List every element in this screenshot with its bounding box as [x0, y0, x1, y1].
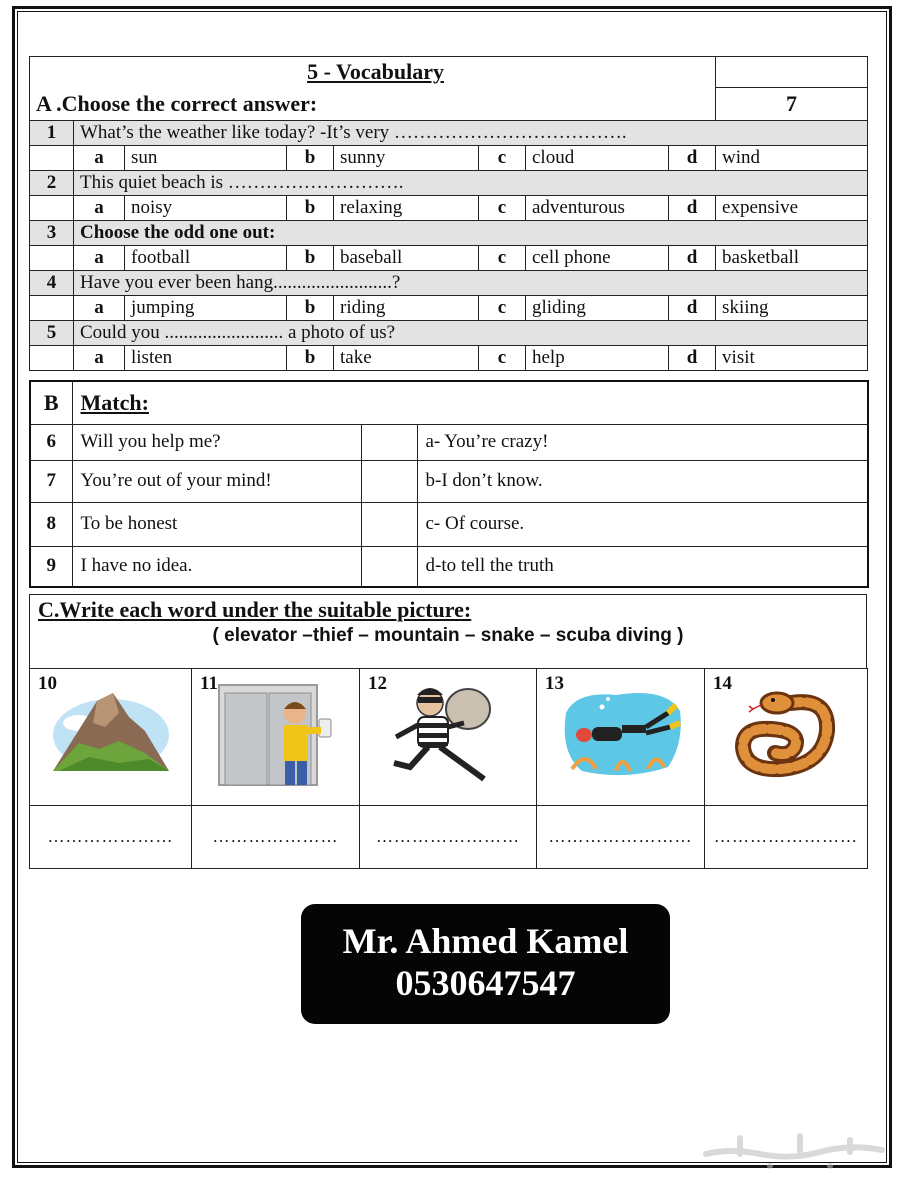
- match-answer-box: [361, 424, 417, 460]
- match-answer-box: [361, 502, 417, 546]
- question-number: 4: [30, 271, 74, 296]
- picture-number: 10: [38, 673, 57, 694]
- answer-blank[interactable]: …………………: [30, 806, 192, 869]
- option-letter: b: [287, 346, 334, 371]
- picture-number: 13: [545, 673, 564, 694]
- option-text: sunny: [334, 146, 479, 171]
- answer-blank[interactable]: ……………………: [705, 806, 868, 869]
- option-text: jumping: [125, 296, 287, 321]
- option-letter: a: [74, 246, 125, 271]
- option-letter: c: [479, 146, 526, 171]
- picture-cell: [192, 669, 360, 806]
- option-letter: c: [479, 296, 526, 321]
- option-text: riding: [334, 296, 479, 321]
- option-letter: b: [287, 296, 334, 321]
- score-box-top: [716, 57, 868, 88]
- answer-blank[interactable]: ……………………: [537, 806, 705, 869]
- word-bank: ( elevator –thief – mountain – snake – scuba diving ): [212, 625, 684, 646]
- question-text: Choose the odd one out:: [74, 221, 868, 246]
- blank-cell: [30, 246, 74, 271]
- option-text: noisy: [125, 196, 287, 221]
- answer-blank[interactable]: …………………: [192, 806, 360, 869]
- question-number: 1: [30, 121, 74, 146]
- question-text: What’s the weather like today? -It’s very ……………………………….: [74, 121, 868, 146]
- score-value: 7: [716, 88, 868, 121]
- question-number: 5: [30, 321, 74, 346]
- teacher-stamp: [301, 904, 670, 1024]
- option-text: adventurous: [526, 196, 669, 221]
- option-text: cell phone: [526, 246, 669, 271]
- option-text: cloud: [526, 146, 669, 171]
- scuba-diving-icon: [556, 683, 686, 779]
- blank-cell: [30, 296, 74, 321]
- option-letter: d: [669, 346, 716, 371]
- option-letter: b: [287, 246, 334, 271]
- option-letter: c: [479, 346, 526, 371]
- option-text: football: [125, 246, 287, 271]
- option-text: visit: [716, 346, 868, 371]
- option-text: relaxing: [334, 196, 479, 221]
- picture-table: [29, 668, 868, 869]
- section-c-title: C.Write each word under the suitable picture:: [38, 597, 472, 622]
- picture-cell: [537, 669, 705, 806]
- question-number: 3: [30, 221, 74, 246]
- match-right: b-I don’t know.: [417, 460, 868, 502]
- section-b-title: Match:: [72, 381, 868, 424]
- picture-number: 12: [368, 673, 387, 694]
- option-text: sun: [125, 146, 287, 171]
- teacher-name: Mr. Ahmed Kamel: [342, 921, 629, 961]
- option-text: baseball: [334, 246, 479, 271]
- answer-blank[interactable]: ……………………: [360, 806, 537, 869]
- option-letter: a: [74, 196, 125, 221]
- option-letter: d: [669, 196, 716, 221]
- section-a-instruction: A .Choose the correct answer:: [30, 88, 716, 121]
- option-letter: a: [74, 296, 125, 321]
- picture-cell: [30, 669, 192, 806]
- option-letter: d: [669, 296, 716, 321]
- option-letter: d: [669, 146, 716, 171]
- option-letter: a: [74, 146, 125, 171]
- option-text: skiing: [716, 296, 868, 321]
- site-logo-watermark: [700, 1128, 890, 1172]
- teacher-phone: 0530647547: [395, 963, 576, 1003]
- match-left: I have no idea.: [72, 546, 361, 587]
- question-text: Have you ever been hang.........................?: [74, 271, 868, 296]
- match-left: You’re out of your mind!: [72, 460, 361, 502]
- picture-number: 11: [200, 673, 218, 694]
- option-text: help: [526, 346, 669, 371]
- option-text: wind: [716, 146, 868, 171]
- section-b-letter: B: [30, 381, 72, 424]
- section-c-header: [29, 594, 867, 669]
- picture-number: 14: [713, 673, 732, 694]
- match-right: a- You’re crazy!: [417, 424, 868, 460]
- match-number: 7: [30, 460, 72, 502]
- blank-cell: [30, 196, 74, 221]
- picture-cell: [360, 669, 537, 806]
- option-text: basketball: [716, 246, 868, 271]
- match-right: c- Of course.: [417, 502, 868, 546]
- match-number: 6: [30, 424, 72, 460]
- match-left: To be honest: [72, 502, 361, 546]
- snake-icon: [731, 683, 841, 783]
- option-text: expensive: [716, 196, 868, 221]
- option-letter: b: [287, 196, 334, 221]
- option-letter: c: [479, 196, 526, 221]
- section-title: 5 - Vocabulary: [30, 57, 716, 88]
- section-b-table: [29, 380, 869, 588]
- thief-icon: [388, 683, 508, 787]
- option-letter: b: [287, 146, 334, 171]
- mountain-icon: [49, 683, 173, 783]
- match-left: Will you help me?: [72, 424, 361, 460]
- question-text: This quiet beach is ……………………….: [74, 171, 868, 196]
- question-number: 2: [30, 171, 74, 196]
- elevator-icon: [211, 683, 341, 791]
- match-answer-box: [361, 460, 417, 502]
- option-text: gliding: [526, 296, 669, 321]
- blank-cell: [30, 146, 74, 171]
- match-number: 9: [30, 546, 72, 587]
- question-text: Could you ......................... a photo of us?: [74, 321, 868, 346]
- match-number: 8: [30, 502, 72, 546]
- match-right: d-to tell the truth: [417, 546, 868, 587]
- option-text: take: [334, 346, 479, 371]
- match-answer-box: [361, 546, 417, 587]
- section-a-table: [29, 56, 868, 371]
- option-letter: a: [74, 346, 125, 371]
- option-letter: c: [479, 246, 526, 271]
- option-letter: d: [669, 246, 716, 271]
- picture-cell: [705, 669, 868, 806]
- blank-cell: [30, 346, 74, 371]
- option-text: listen: [125, 346, 287, 371]
